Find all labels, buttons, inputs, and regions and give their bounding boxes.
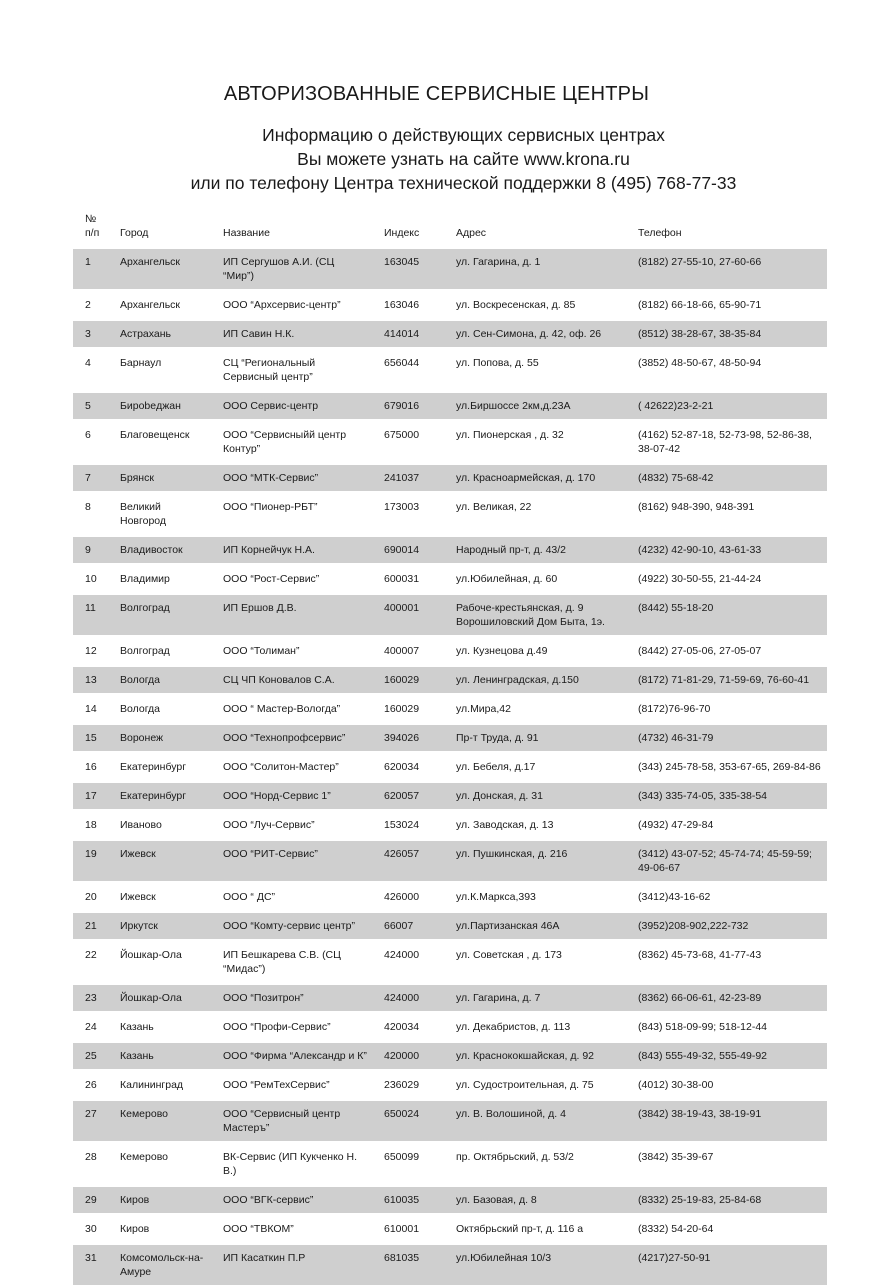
name-cell: ООО “Комту-сервис центр” [211, 912, 372, 941]
row-number: 14 [73, 695, 108, 724]
phone-cell: (8332) 25-19-83, 25-84-68 [626, 1186, 827, 1215]
index-cell: 400007 [372, 637, 444, 666]
index-cell: 610035 [372, 1186, 444, 1215]
table-row [73, 840, 827, 883]
row-number: 21 [73, 912, 108, 941]
city-cell: Великий Новгород [108, 493, 211, 536]
address-cell: ул. В. Волошиной, д. 4 [444, 1100, 626, 1143]
city-cell: Архангельск [108, 248, 211, 291]
table-row [73, 1071, 827, 1100]
city-cell: Вологда [108, 695, 211, 724]
name-cell: ООО “ ДС” [211, 883, 372, 912]
name-cell: ООО “Технопрофсервис” [211, 724, 372, 753]
name-cell: ООО “Толиман” [211, 637, 372, 666]
phone-cell: (3412)43-16-62 [626, 883, 827, 912]
row-number: 11 [73, 594, 108, 637]
table-row [73, 1042, 827, 1071]
address-cell: ул. Донская, д. 31 [444, 782, 626, 811]
row-number: 5 [73, 392, 108, 421]
index-cell: 424000 [372, 984, 444, 1013]
phone-cell: (8182) 66-18-66, 65-90-71 [626, 291, 827, 320]
name-cell: ООО “Сервисный центр Мастеръ” [211, 1100, 372, 1143]
index-cell: 426000 [372, 883, 444, 912]
row-number: 15 [73, 724, 108, 753]
city-cell: Ижевск [108, 840, 211, 883]
phone-cell: (4832) 75-68-42 [626, 464, 827, 493]
name-cell: СЦ “Региональный Сервисный центр” [211, 349, 372, 392]
phone-cell: (4932) 47-29-84 [626, 811, 827, 840]
row-number: 19 [73, 840, 108, 883]
address-cell: ул. Кузнецова д.49 [444, 637, 626, 666]
city-cell: Астрахань [108, 320, 211, 349]
city-cell: Бирobeджан [108, 392, 211, 421]
row-number: 9 [73, 536, 108, 565]
name-cell: ООО “Рост-Сервис” [211, 565, 372, 594]
address-cell: ул. Гагарина, д. 1 [444, 248, 626, 291]
row-number: 26 [73, 1071, 108, 1100]
city-cell: Казань [108, 1042, 211, 1071]
address-cell: ул. Судостроительная, д. 75 [444, 1071, 626, 1100]
address-cell: ул. Базовая, д. 8 [444, 1186, 626, 1215]
table-row [73, 349, 827, 392]
phone-cell: (8172) 71-81-29, 71-59-69, 76-60-41 [626, 666, 827, 695]
table-row [73, 695, 827, 724]
address-cell: ул. Красноармейская, д. 170 [444, 464, 626, 493]
table-row [73, 782, 827, 811]
row-number: 30 [73, 1215, 108, 1244]
row-number: 13 [73, 666, 108, 695]
index-cell: 679016 [372, 392, 444, 421]
address-cell: Рабоче-крестьянская, д. 9 Ворошиловский Дом Быта, 1э. [444, 594, 626, 637]
row-number: 6 [73, 421, 108, 464]
service-centers-table [73, 212, 827, 1285]
city-cell: Архангельск [108, 291, 211, 320]
name-cell: ООО “Пионер-РБТ” [211, 493, 372, 536]
row-number: 25 [73, 1042, 108, 1071]
index-cell: 420034 [372, 1013, 444, 1042]
phone-cell: (8512) 38-28-67, 38-35-84 [626, 320, 827, 349]
name-cell: ООО “Позитрон” [211, 984, 372, 1013]
city-cell: Киров [108, 1186, 211, 1215]
name-cell: ООО “РИТ-Сервис” [211, 840, 372, 883]
index-cell: 610001 [372, 1215, 444, 1244]
subtitle-line: Информацию о действующих сервисных центрах [0, 123, 873, 147]
name-cell: ИП Сергушов А.И. (СЦ “Мир”) [211, 248, 372, 291]
phone-cell: (3412) 43-07-52; 45-74-74; 45-59-59; 49-06-67 [626, 840, 827, 883]
table-row [73, 421, 827, 464]
phone-cell: (4232) 42-90-10, 43-61-33 [626, 536, 827, 565]
table-row [73, 941, 827, 984]
index-cell: 160029 [372, 666, 444, 695]
address-cell: ул.Юбилейная, д. 60 [444, 565, 626, 594]
phone-cell: (8332) 54-20-64 [626, 1215, 827, 1244]
city-cell: Екатеринбург [108, 782, 211, 811]
phone-cell: (3852) 48-50-67, 48-50-94 [626, 349, 827, 392]
table-body [73, 248, 827, 1285]
table-row [73, 883, 827, 912]
name-cell: ИП Бешкарева С.В. (СЦ “Мидас”) [211, 941, 372, 984]
index-cell: 681035 [372, 1244, 444, 1285]
index-cell: 600031 [372, 565, 444, 594]
index-cell: 394026 [372, 724, 444, 753]
index-cell: 650024 [372, 1100, 444, 1143]
name-cell: ООО “Норд-Сервис 1” [211, 782, 372, 811]
index-cell: 620057 [372, 782, 444, 811]
row-number: 16 [73, 753, 108, 782]
address-cell: ул.К.Маркса,393 [444, 883, 626, 912]
address-cell: ул. Ленинградская, д.150 [444, 666, 626, 695]
address-cell: ул. Великая, 22 [444, 493, 626, 536]
phone-cell: (8442) 55-18-20 [626, 594, 827, 637]
phone-cell: (343) 245-78-58, 353-67-65, 269-84-86 [626, 753, 827, 782]
name-cell: ИП Савин Н.К. [211, 320, 372, 349]
phone-cell: (3952)208-902,222-732 [626, 912, 827, 941]
index-cell: 424000 [372, 941, 444, 984]
address-cell: Народный пр-т, д. 43/2 [444, 536, 626, 565]
phone-cell: (4922) 30-50-55, 21-44-24 [626, 565, 827, 594]
name-cell: ООО “Сервисныйй центр Контур” [211, 421, 372, 464]
table-row [73, 912, 827, 941]
table-row [73, 811, 827, 840]
city-cell: Ижевск [108, 883, 211, 912]
table-row [73, 1143, 827, 1186]
name-cell: ООО “Архсервис-центр” [211, 291, 372, 320]
phone-cell: (8172)76-96-70 [626, 695, 827, 724]
name-cell: ООО “ВГК-сервис” [211, 1186, 372, 1215]
table-row [73, 320, 827, 349]
city-cell: Барнаул [108, 349, 211, 392]
index-cell: 236029 [372, 1071, 444, 1100]
index-cell: 420000 [372, 1042, 444, 1071]
phone-cell: (3842) 35-39-67 [626, 1143, 827, 1186]
address-cell: ул. Пионерская , д. 32 [444, 421, 626, 464]
address-cell: ул.Биршоссе 2км,д.23А [444, 392, 626, 421]
address-cell: ул. Попова, д. 55 [444, 349, 626, 392]
city-cell: Владимир [108, 565, 211, 594]
page-subtitle [0, 123, 873, 195]
city-cell: Владивосток [108, 536, 211, 565]
address-cell: ул.Мира,42 [444, 695, 626, 724]
phone-cell: (4162) 52-87-18, 52-73-98, 52-86-38, 38-07-42 [626, 421, 827, 464]
table-row [73, 291, 827, 320]
row-number: 28 [73, 1143, 108, 1186]
table-row [73, 493, 827, 536]
index-cell: 690014 [372, 536, 444, 565]
index-cell: 160029 [372, 695, 444, 724]
name-cell: ООО “Профи-Сервис” [211, 1013, 372, 1042]
column-header-phone: Телефон [626, 212, 827, 248]
name-cell: ООО “Фирма “Александр и К” [211, 1042, 372, 1071]
row-number: 7 [73, 464, 108, 493]
city-cell: Кемерово [108, 1143, 211, 1186]
phone-cell: (8162) 948-390, 948-391 [626, 493, 827, 536]
city-cell: Калининград [108, 1071, 211, 1100]
column-header-index: Индекс [372, 212, 444, 248]
city-cell: Йошкар-Ола [108, 941, 211, 984]
name-cell: СЦ ЧП Коновалов С.А. [211, 666, 372, 695]
table-header-row [73, 212, 827, 248]
table-row [73, 248, 827, 291]
table-row [73, 536, 827, 565]
page-title: АВТОРИЗОВАННЫЕ СЕРВИСНЫЕ ЦЕНТРЫ [0, 83, 873, 106]
phone-cell: ( 42622)23-2-21 [626, 392, 827, 421]
index-cell: 400001 [372, 594, 444, 637]
table-row [73, 637, 827, 666]
index-cell: 163046 [372, 291, 444, 320]
address-cell: ул.Партизанская 46А [444, 912, 626, 941]
address-cell: ул. Сен-Симона, д. 42, оф. 26 [444, 320, 626, 349]
address-cell: ул. Гагарина, д. 7 [444, 984, 626, 1013]
index-cell: 163045 [372, 248, 444, 291]
city-cell: Киров [108, 1215, 211, 1244]
name-cell: ИП Корнейчук Н.А. [211, 536, 372, 565]
phone-cell: (843) 518-09-99; 518-12-44 [626, 1013, 827, 1042]
index-cell: 675000 [372, 421, 444, 464]
name-cell: ООО “ Мастер-Вологда” [211, 695, 372, 724]
index-cell: 426057 [372, 840, 444, 883]
row-number: 2 [73, 291, 108, 320]
column-header-city: Город [108, 212, 211, 248]
row-number: 12 [73, 637, 108, 666]
index-cell: 153024 [372, 811, 444, 840]
city-cell: Иваново [108, 811, 211, 840]
row-number: 1 [73, 248, 108, 291]
table-row [73, 984, 827, 1013]
index-cell: 650099 [372, 1143, 444, 1186]
city-cell: Комсомольск-на-Амуре [108, 1244, 211, 1285]
column-header-number-line2: п/п [85, 226, 104, 240]
address-cell: ул. Краснококшайская, д. 92 [444, 1042, 626, 1071]
city-cell: Брянск [108, 464, 211, 493]
city-cell: Волгоград [108, 637, 211, 666]
address-cell: Пр-т Труда, д. 91 [444, 724, 626, 753]
index-cell: 656044 [372, 349, 444, 392]
address-cell: ул. Советская , д. 173 [444, 941, 626, 984]
column-header-number-line1: № [85, 212, 104, 226]
index-cell: 173003 [372, 493, 444, 536]
column-header-address: Адрес [444, 212, 626, 248]
row-number: 17 [73, 782, 108, 811]
row-number: 4 [73, 349, 108, 392]
phone-cell: (8362) 66-06-61, 42-23-89 [626, 984, 827, 1013]
name-cell: ИП Касаткин П.Р [211, 1244, 372, 1285]
index-cell: 241037 [372, 464, 444, 493]
address-cell: Октябрьский пр-т, д. 116 а [444, 1215, 626, 1244]
address-cell: ул. Декабристов, д. 113 [444, 1013, 626, 1042]
phone-cell: (8182) 27-55-10, 27-60-66 [626, 248, 827, 291]
subtitle-line: или по телефону Центра технической поддержки 8 (495) 768-77-33 [0, 171, 873, 195]
name-cell: ООО Сервис-центр [211, 392, 372, 421]
index-cell: 620034 [372, 753, 444, 782]
table-row [73, 753, 827, 782]
phone-cell: (8442) 27-05-06, 27-05-07 [626, 637, 827, 666]
address-cell: ул. Бебеля, д.17 [444, 753, 626, 782]
subtitle-line: Вы можете узнать на сайте www.krona.ru [0, 147, 873, 171]
row-number: 23 [73, 984, 108, 1013]
table-row [73, 392, 827, 421]
address-cell: ул. Пушкинская, д. 216 [444, 840, 626, 883]
name-cell: ИП Ершов Д.В. [211, 594, 372, 637]
name-cell: ООО “ТВКОМ” [211, 1215, 372, 1244]
row-number: 20 [73, 883, 108, 912]
name-cell: ООО “Луч-Сервис” [211, 811, 372, 840]
row-number: 31 [73, 1244, 108, 1285]
phone-cell: (343) 335-74-05, 335-38-54 [626, 782, 827, 811]
row-number: 10 [73, 565, 108, 594]
table-row [73, 1244, 827, 1285]
city-cell: Вологда [108, 666, 211, 695]
phone-cell: (4217)27-50-91 [626, 1244, 827, 1285]
phone-cell: (3842) 38-19-43, 38-19-91 [626, 1100, 827, 1143]
table-row [73, 1186, 827, 1215]
address-cell: ул. Воскресенская, д. 85 [444, 291, 626, 320]
city-cell: Благовещенск [108, 421, 211, 464]
city-cell: Кемерово [108, 1100, 211, 1143]
city-cell: Иркутск [108, 912, 211, 941]
phone-cell: (8362) 45-73-68, 41-77-43 [626, 941, 827, 984]
column-header-name: Название [211, 212, 372, 248]
table-row [73, 464, 827, 493]
city-cell: Волгоград [108, 594, 211, 637]
column-header-number [73, 212, 108, 248]
row-number: 27 [73, 1100, 108, 1143]
name-cell: ВК-Сервис (ИП Кукченко Н. В.) [211, 1143, 372, 1186]
phone-cell: (843) 555-49-32, 555-49-92 [626, 1042, 827, 1071]
city-cell: Екатеринбург [108, 753, 211, 782]
table-row [73, 666, 827, 695]
name-cell: ООО “Солитон-Мастер” [211, 753, 372, 782]
index-cell: 66007 [372, 912, 444, 941]
name-cell: ООО “РемТехСервис” [211, 1071, 372, 1100]
city-cell: Казань [108, 1013, 211, 1042]
phone-cell: (4732) 46-31-79 [626, 724, 827, 753]
table-row [73, 1215, 827, 1244]
city-cell: Воронеж [108, 724, 211, 753]
table-row [73, 724, 827, 753]
row-number: 29 [73, 1186, 108, 1215]
table-row [73, 594, 827, 637]
city-cell: Йошкар-Ола [108, 984, 211, 1013]
row-number: 18 [73, 811, 108, 840]
table-row [73, 565, 827, 594]
row-number: 24 [73, 1013, 108, 1042]
phone-cell: (4012) 30-38-00 [626, 1071, 827, 1100]
name-cell: ООО “МТК-Сервис” [211, 464, 372, 493]
row-number: 3 [73, 320, 108, 349]
address-cell: ул. Заводская, д. 13 [444, 811, 626, 840]
row-number: 8 [73, 493, 108, 536]
address-cell: ул.Юбилейная 10/3 [444, 1244, 626, 1285]
index-cell: 414014 [372, 320, 444, 349]
table-row [73, 1100, 827, 1143]
address-cell: пр. Октябрьский, д. 53/2 [444, 1143, 626, 1186]
table-row [73, 1013, 827, 1042]
row-number: 22 [73, 941, 108, 984]
